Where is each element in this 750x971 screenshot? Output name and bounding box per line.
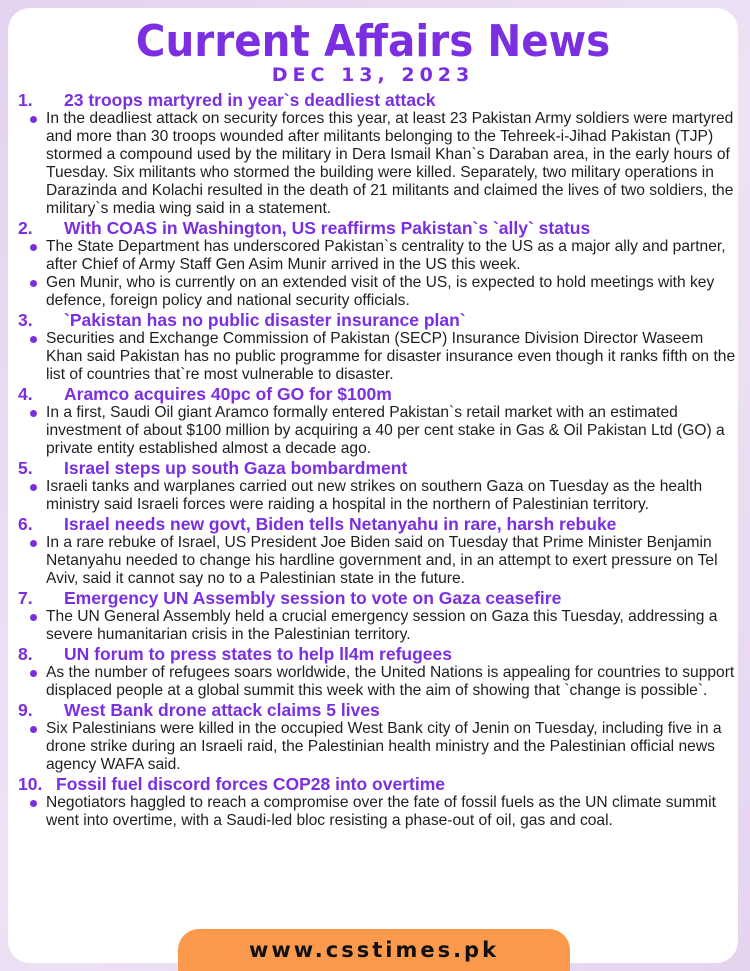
page-title: Current Affairs News	[135, 16, 611, 67]
news-bullet: The UN General Assembly held a crucial emergency session on Gaza this Tuesday, addressing a severe humanitarian crisis in the Palestinian territory.	[18, 608, 736, 644]
page-date: DEC 13, 2023	[271, 64, 475, 86]
news-bullet: Gen Munir, who is currently on an extended visit of the US, is expected to hold meetings with key defence, foreign policy and national security officials.	[18, 274, 736, 310]
news-headline-text: With COAS in Washington, US reaffirms Pakistan`s `ally` status	[64, 218, 591, 238]
website-banner	[178, 929, 570, 971]
news-bullet: In a rare rebuke of Israel, US President Joe Biden said on Tuesday that Prime Minister Benjamin Netanyahu needed to change his hardline government and, in an attempt to exert pressure on Tel Aviv, said it cannot say no to a Palestinian state in the future.	[18, 534, 736, 588]
news-number: 4.	[18, 384, 33, 404]
news-headline-text: Emergency UN Assembly session to vote on Gaza ceasefire	[64, 588, 562, 608]
news-bullets	[18, 110, 736, 218]
news-bullets	[18, 608, 736, 644]
news-number: 6.	[18, 514, 33, 534]
news-headline	[18, 644, 736, 664]
news-headline	[18, 310, 736, 330]
news-number: 2.	[18, 218, 33, 238]
news-headline	[18, 218, 736, 238]
news-bullet: In a first, Saudi Oil giant Aramco formally entered Pakistan`s retail market with an estimated investment of about $100 million by acquiring a 40 per cent stake in Gas & Oil Pakistan Ltd (GO) a private entity established almost a decade ago.	[18, 404, 736, 458]
news-headline	[18, 774, 736, 794]
news-bullets	[18, 478, 736, 514]
news-headline-text: Fossil fuel discord forces COP28 into overtime	[56, 774, 445, 794]
news-list	[18, 90, 736, 830]
news-number: 3.	[18, 310, 33, 330]
news-headline	[18, 514, 736, 534]
news-number: 5.	[18, 458, 33, 478]
news-item-1	[18, 90, 736, 218]
website-link[interactable]: www.csstimes.pk	[248, 938, 500, 962]
news-card	[8, 8, 738, 963]
news-bullets	[18, 664, 736, 700]
news-item-5	[18, 458, 736, 514]
news-number: 7.	[18, 588, 33, 608]
news-headline-text: `Pakistan has no public disaster insurance plan`	[64, 310, 466, 330]
news-headline-text: Aramco acquires 40pc of GO for $100m	[64, 384, 392, 404]
news-bullet: Securities and Exchange Commission of Pakistan (SECP) Insurance Division Director Waseem Khan said Pakistan has no public programme for disaster insurance even though it ranks fifth on the list of countries that`re most vulnerable to disaster.	[18, 330, 736, 384]
news-item-6	[18, 514, 736, 588]
news-item-8	[18, 644, 736, 700]
news-bullet: In the deadliest attack on security forces this year, at least 23 Pakistan Army soldiers were martyred and more than 30 troops wounded after militants belonging to the Tehreek-i-Jihad Pakistan (TJP) stormed a compound used by the military in Dera Ismail Khan`s Daraban area, in the early hours of Tuesday. Six militants who stormed the building were killed. Separately, two military operations in Darazinda and Kolachi resulted in the death of 21 militants and claimed the lives of two soldiers, the military`s media wing said in a statement.	[18, 110, 736, 218]
news-headline	[18, 90, 736, 110]
news-item-9	[18, 700, 736, 774]
news-bullets	[18, 404, 736, 458]
news-headline-text: Israel needs new govt, Biden tells Netanyahu in rare, harsh rebuke	[64, 514, 617, 534]
news-headline-text: West Bank drone attack claims 5 lives	[64, 700, 380, 720]
news-bullets	[18, 534, 736, 588]
news-item-3	[18, 310, 736, 384]
news-number: 1.	[18, 90, 33, 110]
news-item-10	[18, 774, 736, 830]
news-headline	[18, 458, 736, 478]
news-bullets	[18, 794, 736, 830]
news-item-7	[18, 588, 736, 644]
news-headline-text: Israel steps up south Gaza bombardment	[64, 458, 408, 478]
news-headline	[18, 588, 736, 608]
news-item-2	[18, 218, 736, 310]
news-bullets	[18, 720, 736, 774]
news-headline	[18, 700, 736, 720]
news-bullet: The State Department has underscored Pakistan`s centrality to the US as a major ally and partner, after Chief of Army Staff Gen Asim Munir arrived in the US this week.	[18, 238, 736, 274]
news-headline-text: 23 troops martyred in year`s deadliest attack	[64, 90, 436, 110]
news-number: 9.	[18, 700, 33, 720]
news-bullet: Israeli tanks and warplanes carried out new strikes on southern Gaza on Tuesday as the health ministry said Israeli forces were raiding a hospital in the northern of Palestinian territory.	[18, 478, 736, 514]
news-bullets	[18, 330, 736, 384]
news-bullet: As the number of refugees soars worldwide, the United Nations is appealing for countries to support displaced people at a global summit this week with the aim of showing that `change is possible`.	[18, 664, 736, 700]
news-bullets	[18, 238, 736, 310]
news-number: 8.	[18, 644, 33, 664]
news-headline-text: UN forum to press states to help ll4m refugees	[64, 644, 453, 664]
news-headline	[18, 384, 736, 404]
news-number: 10.	[18, 774, 43, 794]
news-bullet: Six Palestinians were killed in the occupied West Bank city of Jenin on Tuesday, including five in a drone strike during an Israeli raid, the Palestinian health ministry and the Palestinian official news agency WAFA said.	[18, 720, 736, 774]
news-bullet: Negotiators haggled to reach a compromise over the fate of fossil fuels as the UN climate summit went into overtime, with a Saudi-led bloc resisting a phase-out of oil, gas and coal.	[18, 794, 736, 830]
news-item-4	[18, 384, 736, 458]
